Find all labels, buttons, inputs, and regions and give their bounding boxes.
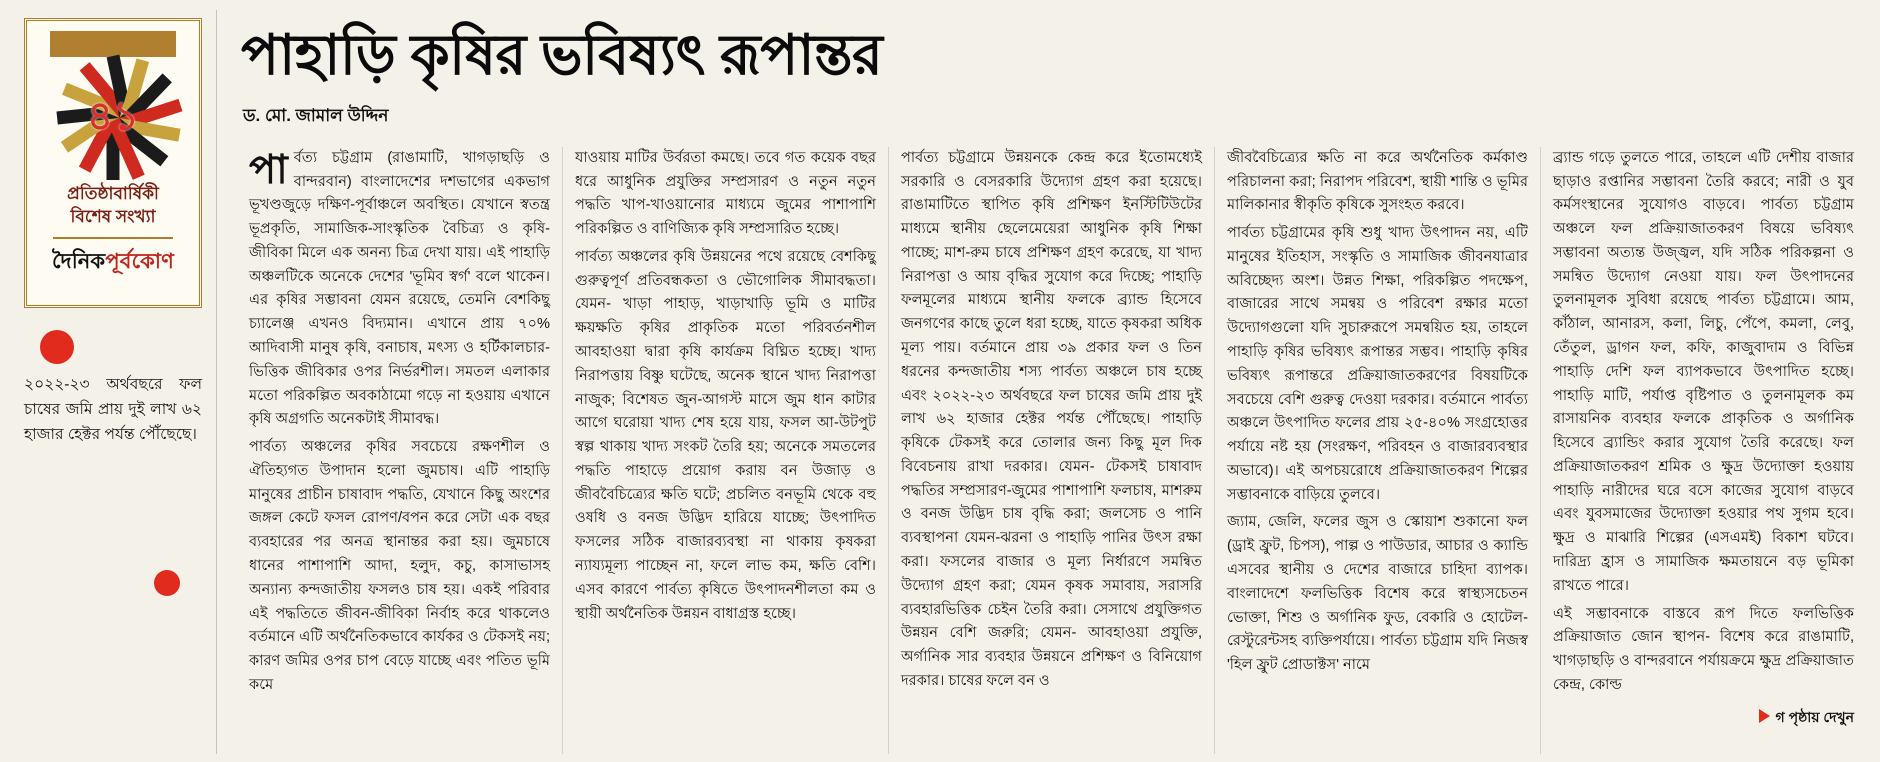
photo-caption: ২০২২-২৩ অর্থবছরে ফল চাষের জমি প্রায় দুই লাখ ৬২ হাজার হেক্টর পর্যন্ত পৌঁছেছে।: [24, 376, 202, 444]
paragraph: পার্বত্য অঞ্চলের কৃষি উন্নয়নের পথে রয়েছে বেশকিছু গুরুত্বপূর্ণ প্রতিবন্ধকতা ও ভৌগোলিক সীমাবদ্ধতা। যেমন- খাড়া পাহাড়, খাড়াখাড়ি ভূমি ও মাটির ক্ষয়ক্ষতি কৃষির প্রাকৃতিক মতো পরিবর্তনশীল আবহাওয়া দ্বারা কৃষি কার্যক্রম বিঘ্নিত হচ্ছে। খাদ্য নিরাপত্তায় বিষ্ণু ঘটেছে, অনেক স্থানে খাদ্য নিরাপত্তা নাজুক; বিশেষত জুন-আগস্ট মাসে জুম ধান কাটার আগে ঘরোয়া খাদ্য শেষ হয়ে যায়, ফসল আ-উটপুট স্বল্প থাকায় খাদ্য সংকট তৈরি হয়; অনেকে সমতলের পদ্ধতি পাহাড়ে প্রয়োগ করায় বন উজাড় ও জীববৈচিত্র্যের ক্ষতি ঘটে; প্রচলিত বনভূমি থেকে বহু ওষধি ও বনজ উদ্ভিদ হারিয়ে যাচ্ছে; উৎপাদিত ফসলের সঠিক বাজারব্যবস্থা না থাকায় কৃষকরা ন্যায্যমূল্য পাচ্ছেন না, ফলে লাভ কম, ক্ষতি বেশি। এসব কারণে পার্বত্য কৃষিতে উৎপাদনশীলতা কম ও স্থায়ী অর্থনৈতিক উন্নয়ন বাধাগ্রস্ত হচ্ছে।: [575, 248, 876, 622]
paragraph: জীববৈচিত্র্যের ক্ষতি না করে অর্থনৈতিক কর্মকাণ্ড পরিচালনা করা; নিরাপদ পরিবেশ, স্থায়ী শান্তি ও ভূমির মালিকানার স্বীকৃতি কৃষিকে সুসংহত করবে।: [1227, 149, 1528, 214]
article-columns: [237, 147, 1866, 754]
article-column-4: [1214, 147, 1540, 754]
continued-label: গ পৃষ্ঠায় দেখুন: [1775, 708, 1854, 725]
anniversary-number: ৪১: [87, 94, 139, 139]
sidebar-divider: [216, 10, 217, 754]
article-column-5: [1540, 147, 1866, 754]
triangle-right-icon: [1759, 709, 1770, 723]
article-column-3: [888, 147, 1214, 754]
masthead-prefix: দৈনিক: [51, 249, 106, 273]
anniversary-subtitle: [27, 183, 199, 229]
masthead: [27, 245, 199, 280]
paragraph: যাওয়ায় মাটির উর্বরতা কমছে। তবে গত কয়েক বছর ধরে আধুনিক প্রযুক্তির সম্প্রসারণ ও নতুন নতুন পদ্ধতি খাপ-খাওয়ানোর মাধ্যমে জুমের পাশাপাশি পরিকল্পিত ও বাণিজ্যিক কৃষি সম্প্রসারিত হচ্ছে।: [575, 149, 876, 238]
author-byline: ড. মো. জামাল উদ্দিন: [243, 105, 389, 125]
paragraph: এই সম্ভাবনাকে বাস্তবে রূপ দিতে ফলভিত্তিক প্রক্রিয়াজাত জোন স্থাপন- বিশেষ করে রাঙামাটি, খাগড়াছড়ি ও বান্দরবানে পর্যায়ক্রমে ক্ষুদ্র প্রক্রিয়াজাত কেন্দ্র, কোল্ড: [1553, 605, 1854, 693]
anniversary-logo-box: [24, 18, 202, 308]
paragraph: জ্যাম, জেলি, ফলের জুস ও স্কোয়াশ শুকানো ফল (ড্রাই ফ্রুট, চিপস), পাল্প ও পাউডার, আচার ও ক্যান্ডি এসবের স্থানীয় ও দেশের বাজারে চাহিদা ব্যাপক। বাংলাদেশে ফলভিত্তিক বিশেষ করে স্বাস্থ্যসচেতন ভোক্তা, শিশু ও অর্গানিক ফুড, বেকারি ও হোটেল-রেস্টুরেন্টসহ ব্যক্তিপর্যায়ে। পার্বত্য চট্টগ্রাম যদি নিজস্ব 'হিল ফ্রুট প্রোডাক্টস' নামে: [1227, 514, 1528, 674]
starburst-graphic: [28, 59, 198, 177]
article-column-1: [237, 147, 562, 754]
continued-link[interactable]: [1553, 706, 1854, 729]
paragraph: পার্বত্য চট্টগ্রামের কৃষি শুধু খাদ্য উৎপাদন নয়, এটি মানুষের ইতিহাস, সংস্কৃতি ও সামাজিক জীবনযাত্রার অবিচ্ছেদ্য অংশ। উন্নত শিক্ষা, পরিকল্পিত পদক্ষেপ, বাজারের সাথে সমন্বয় ও পরিবেশ রক্ষার মতো উদ্যোগগুলো যদি সুচারুরূপে সমন্বয়িত হয়, তাহলে পাহাড়ি কৃষির ভবিষ্যৎ রূপান্তর সম্ভব। পাহাড়ি কৃষির ভবিষ্যৎ রূপান্তরে প্রক্রিয়াজাতকরণের বিষয়টিকে সবচেয়ে বেশি গুরুত্ব দেওয়া দরকার। বর্তমানে পার্বত্য অঞ্চলে উৎপাদিত ফলের প্রায় ২৫-৪০% সংগ্রহোত্তর পর্যায়ে নষ্ট হয় (সংরক্ষণ, পরিবহন ও বাজারব্যবস্থার অভাবে)। এই অপচয়রোধে প্রক্রিয়াজাতকরণ শিল্পের সম্ভাবনাকে বাড়িয়ে তুলবে।: [1227, 225, 1528, 503]
article-body: [231, 10, 1866, 754]
masthead-accent: পূর্বকোণ: [105, 249, 175, 273]
anniversary-line2: বিশেষ সংখ্যা: [70, 206, 156, 226]
logo-divider: [53, 237, 173, 239]
paragraph: পার্বত্য অঞ্চলের কৃষির সবচেয়ে রক্ষণশীল ও ঐতিহ্যগত উপাদান হলো জুমচাষ। এটি পাহাড়ি মানুষের প্রাচীন চাষাবাদ পদ্ধতি, যেখানে কিছু অংশের জঙ্গল কেটে ফসল রোপণ/বপন করে সেটা এক বছর ব্যবহারের পর অনত্র স্থানান্তর করা হয়। জুমচাষে ধানের পাশাপাশি আদা, হলুদ, কচু, কাসাভাসহ অন্যান্য কন্দজাতীয় ফসলও চাষ হয়। একই পরিবার এই পদ্ধতিতে জীবন-জীবিকা নির্বাহ করে থাকলেও বর্তমানে এটি অর্থনৈতিকভাবে কার্যকর ও টেকসই নয়; কারণ জমির ওপর চাপ বেড়ে যাচ্ছে এবং পতিত ভূমি কমে: [249, 439, 550, 693]
sidebar: [14, 10, 210, 754]
paragraph: পার্বত্য চট্টগ্রাম (রাঙামাটি, খাগড়াছড়ি ও বান্দরবান) বাংলাদেশের দশভাগের একভাগ ভূখণ্ডজুড়ে দক্ষিণ-পূর্বাঞ্চলে অবস্থিত। যেখানে স্বতন্ত্র ভূপ্রকৃতি, সামাজিক-সাংস্কৃতিক বৈচিত্র্য ও কৃষি-জীবিকা মিলে এক অনন্য চিত্র দেখা যায়। এই পাহাড়ি অঞ্চলটিকে অনেকে দেশের 'ভূমিব স্বর্গ' বলে থাকেন। এর কৃষির সম্ভাবনা যেমন রয়েছে, তেমনি বেশকিছু চ্যালেঞ্জ এখনও বিদ্যমান। এখানে প্রায় ৭০% আদিবাসী মানুষ কৃষি, বনাচাষ, মৎস্য ও হর্টিকালচার-ভিত্তিক জীবিকার ওপর নির্ভরশীল। সমতল এলাকার মতো পরিকল্পিত অবকাঠামো গড়ে না হওয়ায় এখানে কৃষি অগ্রগতি অনেকটাই সীমাবদ্ধ।: [249, 147, 550, 428]
anniversary-line1: প্রতিষ্ঠাবার্ষিকী: [67, 184, 159, 203]
red-dot-icon: [40, 330, 74, 364]
article-column-2: [562, 147, 888, 754]
page-title: পাহাড়ি কৃষির ভবিষ্যৎ রূপান্তর: [241, 23, 883, 86]
logo-top-bar: [50, 31, 176, 57]
paragraph: পার্বত্য চট্টগ্রামে উন্নয়নকে কেন্দ্র করে ইতোমধ্যেই সরকারি ও বেসরকারি উদ্যোগ গ্রহণ করা হয়েছে। রাঙামাটিতে স্থাপিত কৃষি প্রশিক্ষণ ইনস্টিটিউটের মাধ্যমে স্থানীয় ছেলেমেয়েরা আধুনিক কৃষি শিক্ষা পাচ্ছে; মাশ-রুম চাষে প্রশিক্ষণ গ্রহণ করেছে, যা খাদ্য নিরাপত্তা ও আয় বৃদ্ধির সুযোগ করে দিচ্ছে; পাহাড়ি ফলমূলের মাধ্যমে স্থানীয় ফলকে ব্র্যান্ড হিসেবে জনগণের কাছে তুলে ধরা হচ্ছে, যাতে কৃষকরা অধিক মূল্য পায়। বর্তমানে প্রায় ৩৯ প্রকার ফল ও তিন ধরনের কন্দজাতীয় শস্য পার্বত্য অঞ্চলে চাষ হচ্ছে এবং ২০২২-২৩ অর্থবছরে ফল চাষের জমি প্রায় দুই লাখ ৬২ হাজার হেক্টর পর্যন্ত পৌঁছেছে। পাহাড়ি কৃষিকে টেকসই করে তোলার জন্য কিছু মূল দিক বিবেচনায় রাখা দরকার। যেমন- টেকসই চাষাবাদ পদ্ধতির সম্প্রসারণ-জুমের পাশাপাশি ফলচাষ, মাশরুম ও বনজ উদ্ভিদ চাষ বৃদ্ধি করা; জলসেচ ও পানি ব্যবস্থাপনা যেমন-ঝরনা ও পাহাড়ি পানির উৎস রক্ষা করা। ফসলের বাজার ও মূল্য নির্ধারণে সমন্বিত উদ্যোগ গ্রহণ করা; যেমন কৃষক সমাবায়, সরাসরি ব্যবহারভিত্তিক চেইন তৈরি করা। সেসাথে প্রযুক্তিগত উন্নয়ন বেশি জরুরি; যেমন- আবহাওয়া প্রযুক্তি, অর্গানিক সার ব্যবহার উন্নয়নে প্রশিক্ষণ ও বিনিয়োগ দরকার। চাষের ফলে বন ও: [901, 149, 1202, 689]
paragraph: ব্র্যান্ড গড়ে তুলতে পারে, তাহলে এটি দেশীয় বাজার ছাড়াও রপ্তানির সম্ভাবনা তৈরি করবে; নারী ও যুব কর্মসংস্থানের সুযোগও বাড়বে। পার্বত্য চট্টগ্রাম অঞ্চলে ফল প্রক্রিয়াজাতকরণ বিষয়ে ভবিষ্যৎ সম্ভাবনা অত্যন্ত উজ্জ্বল, যদি সঠিক পরিকল্পনা ও সমন্বিত উদ্যোগ নেওয়া যায়। ফল উৎপাদনের তুলনামূলক সুবিধা রয়েছে পার্বত্য চট্টগ্রামে। আম, কাঁঠাল, আনারস, কলা, লিচু, পেঁপে, কমলা, লেবু, তেঁতুল, ড্রাগন ফল, কফি, কাজুবাদাম ও বিভিন্ন পাহাড়ি দেশি ফল ব্যাপকভাবে উৎপাদিত হচ্ছে। পাহাড়ি মাটি, পর্যাপ্ত বৃষ্টিপাত ও তুলনামূলক কম রাসায়নিক ব্যবহার ফলকে প্রাকৃতিক ও অর্গানিক হিসেবে ব্র্যান্ডিং করার সুযোগ তৈরি করেছে। ফল প্রক্রিয়াজাতকরণ শ্রমিক ও ক্ষুদ্র উদ্যোক্তা হওয়ায় পাহাড়ি নারীদের ঘরে বসে কাজের সুযোগ বাড়বে এবং যুবসমাজের উদ্যোক্তা হওয়ার পথ সুগম হবে। ক্ষুদ্র ও মাঝারি শিল্পের (এসএমই) বিকাশ ঘটবে। দারিদ্র্য হ্রাস ও সামাজিক ক্ষমতায়নে বড় ভূমিকা রাখতে পারে।: [1553, 149, 1854, 594]
red-dot-small-icon: [154, 570, 180, 596]
